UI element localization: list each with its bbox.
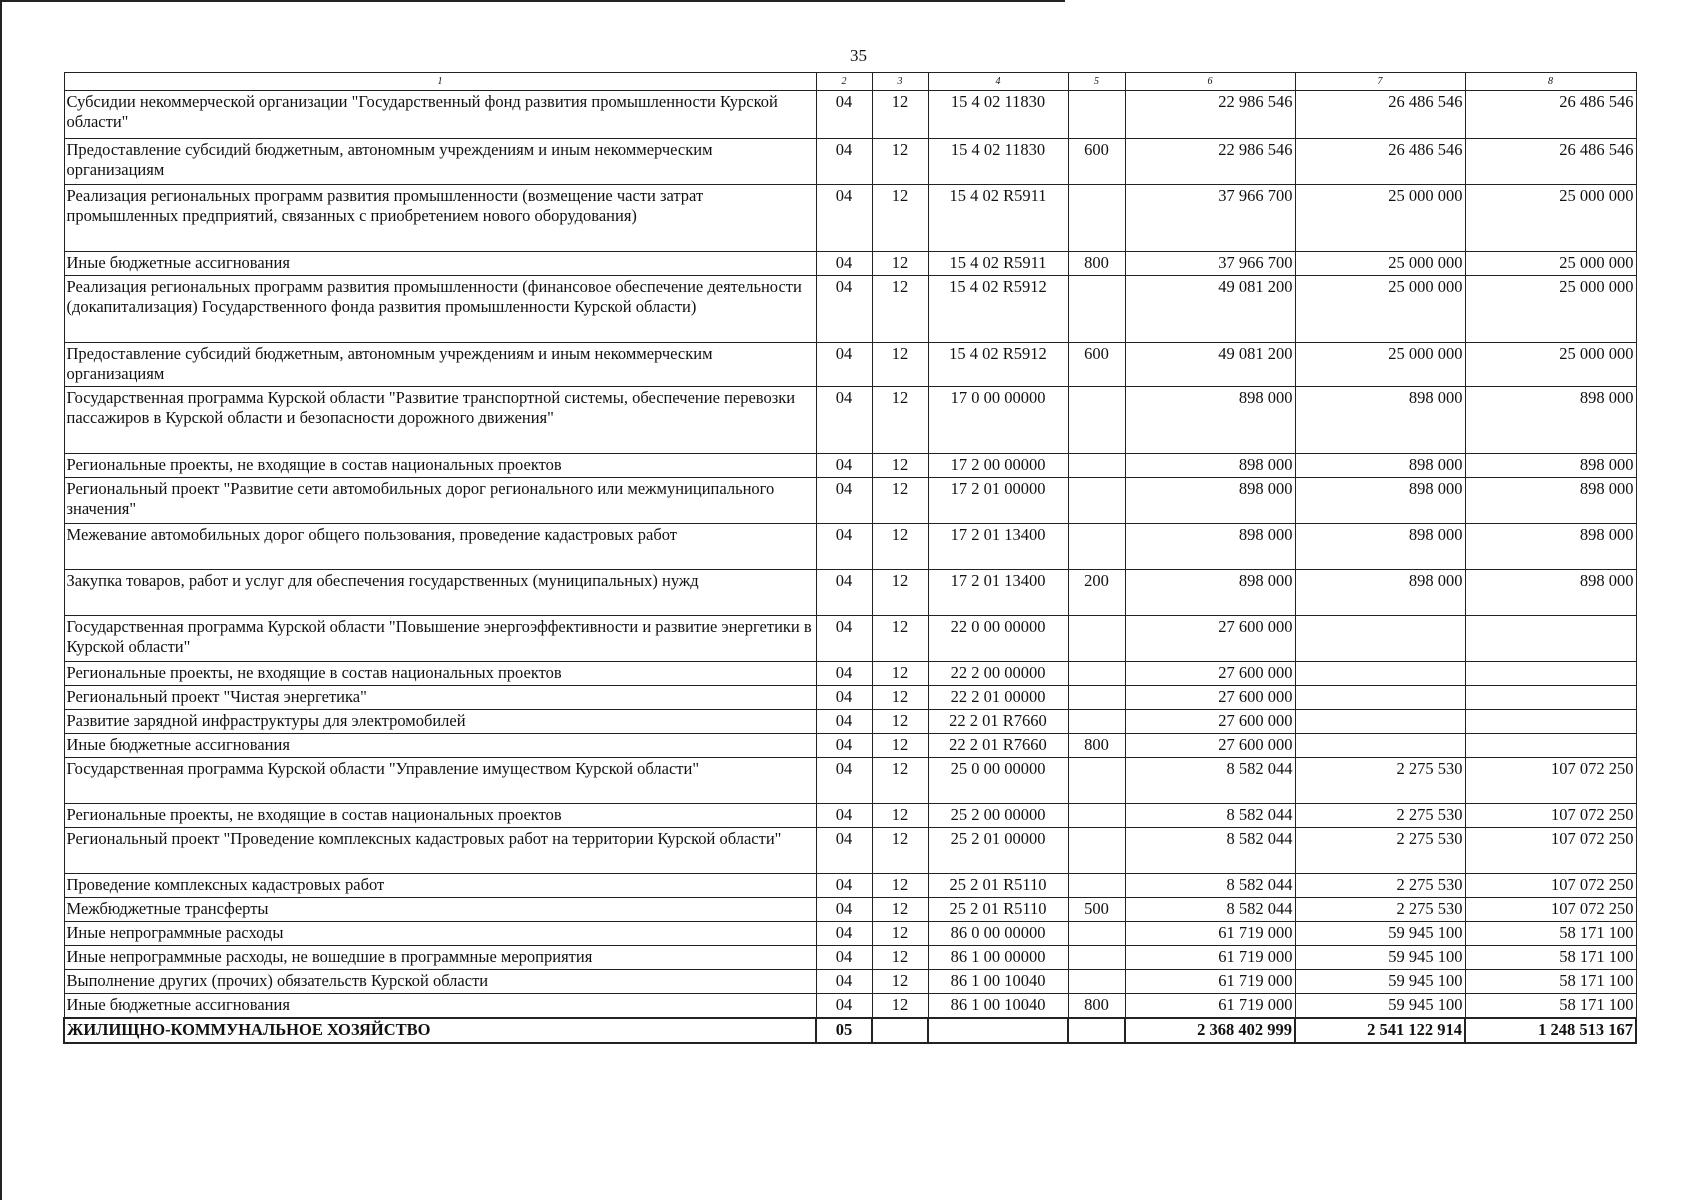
section-code: 04 [816, 524, 872, 570]
section-code: 04 [816, 387, 872, 454]
subsection-code: 12 [872, 478, 928, 524]
amount-col-7: 26 486 546 [1295, 91, 1465, 139]
target-article-code: 86 1 00 10040 [928, 970, 1068, 994]
row-name: Иные бюджетные ассигнования [64, 994, 816, 1018]
table-row [64, 91, 1636, 139]
amount-col-7 [1295, 662, 1465, 686]
expense-type-code: 600 [1068, 343, 1125, 387]
subsection-code: 12 [872, 946, 928, 970]
amount-col-6: 61 719 000 [1125, 994, 1295, 1018]
subsection-code: 12 [872, 662, 928, 686]
subsection-code: 12 [872, 570, 928, 616]
amount-col-6: 27 600 000 [1125, 710, 1295, 734]
target-article-code: 15 4 02 R5911 [928, 252, 1068, 276]
row-name: Межевание автомобильных дорог общего пользования, проведение кадастровых работ [64, 524, 816, 570]
subsection-code: 12 [872, 686, 928, 710]
expense-type-code [1068, 276, 1125, 343]
expense-type-code [1068, 1018, 1125, 1043]
expense-type-code [1068, 874, 1125, 898]
amount-col-8: 26 486 546 [1465, 139, 1636, 185]
amount-col-7: 898 000 [1295, 570, 1465, 616]
subsection-code: 12 [872, 898, 928, 922]
subsection-code: 12 [872, 185, 928, 252]
amount-col-6: 8 582 044 [1125, 804, 1295, 828]
amount-col-8: 107 072 250 [1465, 828, 1636, 874]
expense-type-code [1068, 828, 1125, 874]
row-name: Региональный проект "Чистая энергетика" [64, 686, 816, 710]
target-article-code: 22 0 00 00000 [928, 616, 1068, 662]
expense-type-code: 500 [1068, 898, 1125, 922]
amount-col-8: 898 000 [1465, 387, 1636, 454]
table-row [64, 276, 1636, 343]
expense-type-code: 800 [1068, 252, 1125, 276]
amount-col-7 [1295, 734, 1465, 758]
table-row [64, 478, 1636, 524]
table-row [64, 252, 1636, 276]
column-number: 4 [928, 73, 1068, 91]
section-code: 04 [816, 922, 872, 946]
amount-col-7: 898 000 [1295, 387, 1465, 454]
amount-col-8: 898 000 [1465, 478, 1636, 524]
subsection-code: 12 [872, 874, 928, 898]
amount-col-7: 2 275 530 [1295, 874, 1465, 898]
amount-col-6: 27 600 000 [1125, 686, 1295, 710]
row-name: Проведение комплексных кадастровых работ [64, 874, 816, 898]
expense-type-code [1068, 758, 1125, 804]
table-row [64, 734, 1636, 758]
expense-type-code [1068, 946, 1125, 970]
section-code: 04 [816, 970, 872, 994]
column-number: 3 [872, 73, 928, 91]
section-code: 04 [816, 710, 872, 734]
amount-col-7: 898 000 [1295, 454, 1465, 478]
amount-col-7: 898 000 [1295, 478, 1465, 524]
total-row [64, 1018, 1636, 1043]
column-number: 8 [1465, 73, 1636, 91]
amount-col-8 [1465, 662, 1636, 686]
section-code: 05 [816, 1018, 872, 1043]
expense-type-code [1068, 616, 1125, 662]
section-code: 04 [816, 874, 872, 898]
target-article-code: 25 0 00 00000 [928, 758, 1068, 804]
amount-col-6: 898 000 [1125, 524, 1295, 570]
amount-col-8: 58 171 100 [1465, 946, 1636, 970]
section-code: 04 [816, 734, 872, 758]
table-row [64, 387, 1636, 454]
row-name: Реализация региональных программ развития промышленности (финансовое обеспечение деятельности (докапитализация) Государственного фонда развития промышленности Курской области) [64, 276, 816, 343]
row-name: Иные бюджетные ассигнования [64, 734, 816, 758]
section-code: 04 [816, 252, 872, 276]
amount-col-6: 898 000 [1125, 570, 1295, 616]
row-name: ЖИЛИЩНО-КОММУНАЛЬНОЕ ХОЗЯЙСТВО [64, 1018, 816, 1043]
amount-col-8: 25 000 000 [1465, 343, 1636, 387]
subsection-code: 12 [872, 970, 928, 994]
expense-type-code: 800 [1068, 734, 1125, 758]
table-row [64, 828, 1636, 874]
target-article-code: 15 4 02 R5912 [928, 276, 1068, 343]
row-name: Государственная программа Курской области "Управление имуществом Курской области" [64, 758, 816, 804]
row-name: Иные бюджетные ассигнования [64, 252, 816, 276]
amount-col-6: 37 966 700 [1125, 185, 1295, 252]
amount-col-8 [1465, 710, 1636, 734]
amount-col-7 [1295, 686, 1465, 710]
target-article-code: 17 2 01 00000 [928, 478, 1068, 524]
amount-col-8: 25 000 000 [1465, 185, 1636, 252]
row-name: Региональные проекты, не входящие в состав национальных проектов [64, 662, 816, 686]
subsection-code: 12 [872, 454, 928, 478]
amount-col-8: 107 072 250 [1465, 758, 1636, 804]
target-article-code: 15 4 02 11830 [928, 139, 1068, 185]
amount-col-6: 22 986 546 [1125, 139, 1295, 185]
scan-edge-top [0, 0, 1065, 2]
table-row [64, 898, 1636, 922]
amount-col-8: 898 000 [1465, 570, 1636, 616]
amount-col-8: 58 171 100 [1465, 970, 1636, 994]
row-name: Иные непрограммные расходы [64, 922, 816, 946]
table-row [64, 970, 1636, 994]
amount-col-6: 49 081 200 [1125, 276, 1295, 343]
amount-col-8: 107 072 250 [1465, 898, 1636, 922]
subsection-code: 12 [872, 734, 928, 758]
subsection-code: 12 [872, 616, 928, 662]
expense-type-code [1068, 387, 1125, 454]
amount-col-7: 25 000 000 [1295, 276, 1465, 343]
amount-col-7: 26 486 546 [1295, 139, 1465, 185]
amount-col-8: 107 072 250 [1465, 874, 1636, 898]
row-name: Региональный проект "Развитие сети автомобильных дорог регионального или межмуниципального значения" [64, 478, 816, 524]
amount-col-7: 2 275 530 [1295, 898, 1465, 922]
target-article-code: 15 4 02 R5911 [928, 185, 1068, 252]
amount-col-7: 898 000 [1295, 524, 1465, 570]
expense-type-code [1068, 970, 1125, 994]
table-row [64, 758, 1636, 804]
target-article-code: 86 1 00 00000 [928, 946, 1068, 970]
amount-col-6: 61 719 000 [1125, 922, 1295, 946]
expense-type-code [1068, 804, 1125, 828]
amount-col-6: 8 582 044 [1125, 828, 1295, 874]
target-article-code: 22 2 01 00000 [928, 686, 1068, 710]
amount-col-6: 8 582 044 [1125, 898, 1295, 922]
subsection-code: 12 [872, 994, 928, 1018]
table-row [64, 804, 1636, 828]
table-row [64, 710, 1636, 734]
table-row [64, 686, 1636, 710]
target-article-code: 25 2 00 00000 [928, 804, 1068, 828]
row-name: Реализация региональных программ развития промышленности (возмещение части затрат промышленных предприятий, связанных с приобретением нового оборудования) [64, 185, 816, 252]
section-code: 04 [816, 758, 872, 804]
table-row [64, 994, 1636, 1018]
subsection-code: 12 [872, 276, 928, 343]
section-code: 04 [816, 994, 872, 1018]
amount-col-7: 25 000 000 [1295, 252, 1465, 276]
amount-col-7: 25 000 000 [1295, 343, 1465, 387]
section-code: 04 [816, 804, 872, 828]
subsection-code [872, 1018, 928, 1043]
amount-col-6: 27 600 000 [1125, 616, 1295, 662]
target-article-code: 86 0 00 00000 [928, 922, 1068, 946]
table-row [64, 343, 1636, 387]
amount-col-6: 898 000 [1125, 387, 1295, 454]
scan-edge-left [0, 0, 2, 1200]
amount-col-7: 25 000 000 [1295, 185, 1465, 252]
section-code: 04 [816, 139, 872, 185]
row-name: Межбюджетные трансферты [64, 898, 816, 922]
row-name: Развитие зарядной инфраструктуры для электромобилей [64, 710, 816, 734]
target-article-code: 22 2 01 R7660 [928, 710, 1068, 734]
target-article-code: 22 2 00 00000 [928, 662, 1068, 686]
subsection-code: 12 [872, 758, 928, 804]
target-article-code [928, 1018, 1068, 1043]
target-article-code: 17 0 00 00000 [928, 387, 1068, 454]
column-number: 6 [1125, 73, 1295, 91]
expense-type-code [1068, 922, 1125, 946]
table-body [64, 91, 1636, 1043]
section-code: 04 [816, 898, 872, 922]
amount-col-7: 2 275 530 [1295, 828, 1465, 874]
amount-col-8: 898 000 [1465, 524, 1636, 570]
amount-col-7: 2 275 530 [1295, 804, 1465, 828]
subsection-code: 12 [872, 804, 928, 828]
row-name: Иные непрограммные расходы, не вошедшие в программные мероприятия [64, 946, 816, 970]
expense-type-code [1068, 478, 1125, 524]
target-article-code: 15 4 02 R5912 [928, 343, 1068, 387]
amount-col-6: 61 719 000 [1125, 946, 1295, 970]
expense-type-code [1068, 91, 1125, 139]
row-name: Региональные проекты, не входящие в состав национальных проектов [64, 804, 816, 828]
subsection-code: 12 [872, 922, 928, 946]
table-row [64, 185, 1636, 252]
expense-type-code [1068, 524, 1125, 570]
row-name: Государственная программа Курской области "Развитие транспортной системы, обеспечение перевозки пассажиров в Курской области и безопасности дорожного движения" [64, 387, 816, 454]
row-name: Субсидии некоммерческой организации "Государственный фонд развития промышленности Курской области" [64, 91, 816, 139]
amount-col-8: 58 171 100 [1465, 994, 1636, 1018]
target-article-code: 25 2 01 R5110 [928, 874, 1068, 898]
section-code: 04 [816, 185, 872, 252]
page-number: 35 [850, 46, 867, 65]
column-number: 1 [64, 73, 816, 91]
target-article-code: 25 2 01 00000 [928, 828, 1068, 874]
target-article-code: 22 2 01 R7660 [928, 734, 1068, 758]
subsection-code: 12 [872, 524, 928, 570]
budget-table [63, 72, 1637, 1044]
amount-col-6: 8 582 044 [1125, 874, 1295, 898]
amount-col-8: 898 000 [1465, 454, 1636, 478]
column-number: 7 [1295, 73, 1465, 91]
target-article-code: 17 2 00 00000 [928, 454, 1068, 478]
target-article-code: 17 2 01 13400 [928, 570, 1068, 616]
amount-col-7: 59 945 100 [1295, 946, 1465, 970]
target-article-code: 86 1 00 10040 [928, 994, 1068, 1018]
amount-col-8: 25 000 000 [1465, 276, 1636, 343]
amount-col-8 [1465, 686, 1636, 710]
section-code: 04 [816, 91, 872, 139]
table-row [64, 946, 1636, 970]
amount-col-6: 898 000 [1125, 454, 1295, 478]
target-article-code: 17 2 01 13400 [928, 524, 1068, 570]
section-code: 04 [816, 662, 872, 686]
amount-col-6: 2 368 402 999 [1125, 1018, 1295, 1043]
row-name: Предоставление субсидий бюджетным, автономным учреждениям и иным некоммерческим организациям [64, 139, 816, 185]
row-name: Региональные проекты, не входящие в состав национальных проектов [64, 454, 816, 478]
amount-col-6: 49 081 200 [1125, 343, 1295, 387]
amount-col-7: 59 945 100 [1295, 994, 1465, 1018]
target-article-code: 25 2 01 R5110 [928, 898, 1068, 922]
section-code: 04 [816, 828, 872, 874]
expense-type-code [1068, 185, 1125, 252]
expense-type-code [1068, 686, 1125, 710]
table-header [64, 73, 1636, 91]
table-row [64, 874, 1636, 898]
subsection-code: 12 [872, 252, 928, 276]
table-row [64, 139, 1636, 185]
subsection-code: 12 [872, 91, 928, 139]
table-row [64, 570, 1636, 616]
column-number: 2 [816, 73, 872, 91]
amount-col-6: 898 000 [1125, 478, 1295, 524]
table-row [64, 616, 1636, 662]
subsection-code: 12 [872, 710, 928, 734]
expense-type-code [1068, 710, 1125, 734]
table-row [64, 922, 1636, 946]
amount-col-7: 59 945 100 [1295, 922, 1465, 946]
amount-col-7 [1295, 710, 1465, 734]
table-row [64, 662, 1636, 686]
expense-type-code [1068, 662, 1125, 686]
amount-col-7: 2 275 530 [1295, 758, 1465, 804]
amount-col-6: 27 600 000 [1125, 734, 1295, 758]
row-name: Предоставление субсидий бюджетным, автономным учреждениям и иным некоммерческим организациям [64, 343, 816, 387]
amount-col-6: 8 582 044 [1125, 758, 1295, 804]
amount-col-7: 59 945 100 [1295, 970, 1465, 994]
row-name: Государственная программа Курской области "Повышение энергоэффективности и развитие энергетики в Курской области" [64, 616, 816, 662]
section-code: 04 [816, 686, 872, 710]
column-number: 5 [1068, 73, 1125, 91]
table-row [64, 524, 1636, 570]
expense-type-code [1068, 454, 1125, 478]
section-code: 04 [816, 946, 872, 970]
section-code: 04 [816, 616, 872, 662]
column-number-row [64, 73, 1636, 91]
section-code: 04 [816, 454, 872, 478]
expense-type-code: 800 [1068, 994, 1125, 1018]
row-name: Выполнение других (прочих) обязательств Курской области [64, 970, 816, 994]
section-code: 04 [816, 343, 872, 387]
subsection-code: 12 [872, 387, 928, 454]
amount-col-8 [1465, 616, 1636, 662]
amount-col-8: 1 248 513 167 [1465, 1018, 1636, 1043]
table-row [64, 454, 1636, 478]
section-code: 04 [816, 570, 872, 616]
subsection-code: 12 [872, 139, 928, 185]
amount-col-8: 25 000 000 [1465, 252, 1636, 276]
amount-col-8 [1465, 734, 1636, 758]
amount-col-7: 2 541 122 914 [1295, 1018, 1465, 1043]
expense-type-code: 600 [1068, 139, 1125, 185]
amount-col-6: 22 986 546 [1125, 91, 1295, 139]
section-code: 04 [816, 276, 872, 343]
amount-col-6: 27 600 000 [1125, 662, 1295, 686]
row-name: Закупка товаров, работ и услуг для обеспечения государственных (муниципальных) нужд [64, 570, 816, 616]
amount-col-6: 37 966 700 [1125, 252, 1295, 276]
section-code: 04 [816, 478, 872, 524]
amount-col-8: 58 171 100 [1465, 922, 1636, 946]
subsection-code: 12 [872, 343, 928, 387]
row-name: Региональный проект "Проведение комплексных кадастровых работ на территории Курской области" [64, 828, 816, 874]
target-article-code: 15 4 02 11830 [928, 91, 1068, 139]
subsection-code: 12 [872, 828, 928, 874]
amount-col-8: 26 486 546 [1465, 91, 1636, 139]
amount-col-6: 61 719 000 [1125, 970, 1295, 994]
amount-col-8: 107 072 250 [1465, 804, 1636, 828]
amount-col-7 [1295, 616, 1465, 662]
expense-type-code: 200 [1068, 570, 1125, 616]
